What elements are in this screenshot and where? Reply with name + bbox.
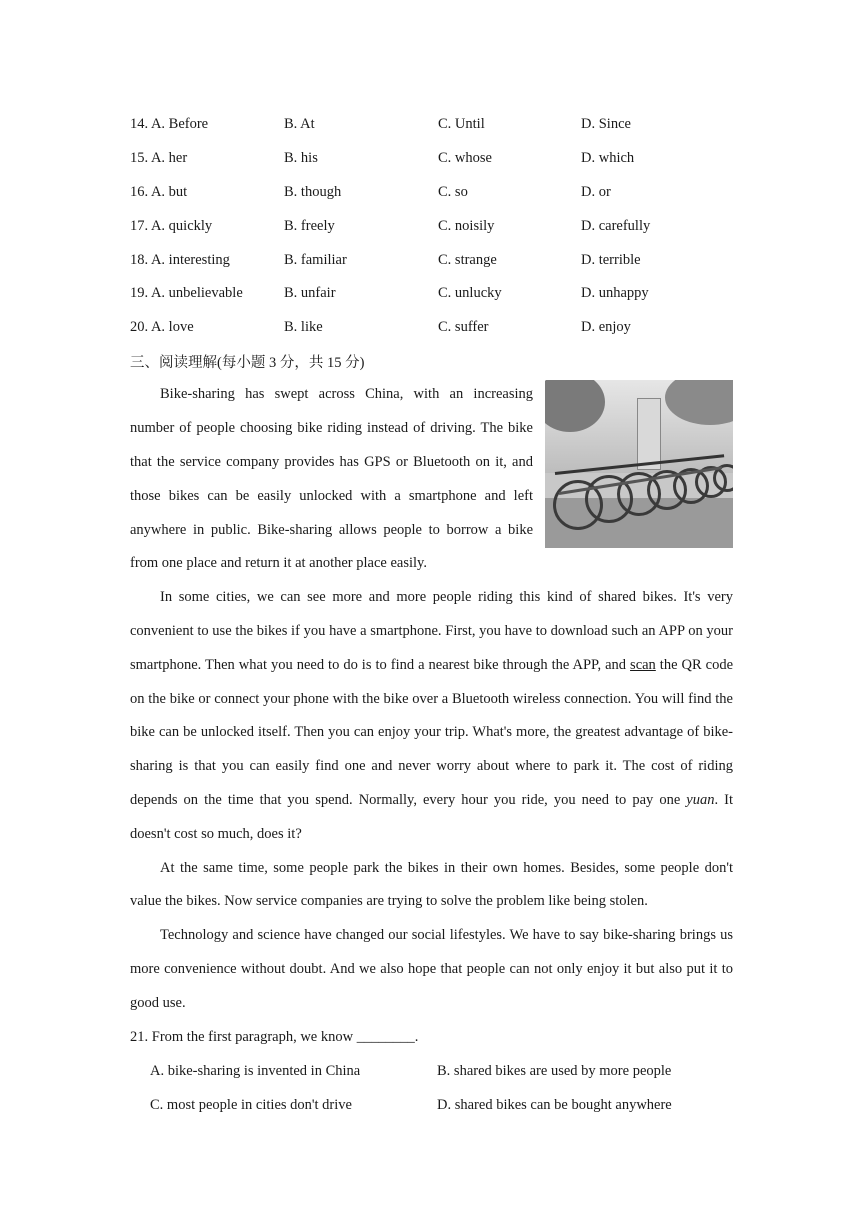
option-b: B. though — [284, 183, 342, 200]
option-b: B. At — [284, 116, 315, 133]
option-row-18 — [130, 243, 733, 277]
paragraph-3: At the same time, some people park the bikes in their own homes. Besides, some people don't value the bikes. Now service companies are trying to solve the problem like being stolen. — [130, 859, 733, 910]
paragraph-4: Technology and science have changed our social lifestyles. We have to say bike-sharing brings us more convenience without doubt. And we also hope that people can not only enjoy it but also put it to good use. — [130, 927, 733, 1011]
question-21-stem: 21. From the first paragraph, we know ________. — [130, 1028, 419, 1045]
worksheet-page — [130, 108, 733, 1122]
underlined-word-scan: scan — [630, 656, 656, 673]
option-b: B. like — [284, 319, 323, 336]
cloze-options — [130, 108, 733, 345]
option-d: D. Since — [581, 116, 631, 133]
option-d: D. which — [581, 150, 635, 167]
option-d: D. terrible — [581, 251, 641, 268]
option-c: C. noisily — [438, 217, 495, 234]
paragraph-2: In some cities, we can see more and more people riding this kind of shared bikes. It's very convenient to use the bikes if you have a smartphone. First, you have to download such an APP on your smartphone. Then what you need to do is to find a nearest bike through the APP, and scan the QR code on the bike or connect your phone with the bike over a Bluetooth wireless connection. You will find the bike can be unlocked itself. Then you can enjoy your trip. What's more, the greatest advantage of bike-sharing is that you can easily find one and never worry about where to park it. The cost of riding depends on the time that you spend. Normally, every hour you ride, you need to pay one yuan. It doesn't cost so much, does it? — [130, 589, 734, 842]
option-a: 15. A. her — [130, 150, 188, 167]
answer-d: D. shared bikes can be bought anywhere — [437, 1096, 672, 1113]
section-title: 三、阅读理解(每小题 3 分，共 15 分) — [130, 354, 365, 371]
option-a: 18. A. interesting — [130, 251, 230, 268]
option-row-16 — [130, 176, 733, 210]
answer-a: A. bike-sharing is invented in China — [150, 1062, 361, 1079]
option-b: B. unfair — [284, 285, 336, 302]
paragraph-1: Bike-sharing has swept across China, with an increasing number of people choosing bike riding instead of driving. The bike that the service company provides has GPS or Bluetooth on it, and those bikes can be easily unlocked with a smartphone and left anywhere in public. Bike-sharing allows people to borrow a bike from one place and return it at another place easily. — [130, 386, 533, 572]
answer-b: B. shared bikes are used by more people — [437, 1062, 672, 1079]
option-a: 17. A. quickly — [130, 217, 213, 234]
answer-row-2 — [130, 1088, 733, 1122]
option-row-17 — [130, 209, 733, 243]
option-row-14 — [130, 108, 733, 142]
option-c: C. strange — [438, 251, 497, 268]
option-a: 19. A. unbelievable — [130, 285, 243, 302]
option-a: 14. A. Before — [130, 116, 209, 133]
option-row-15 — [130, 142, 733, 176]
option-d: D. enjoy — [581, 319, 631, 336]
option-c: C. so — [438, 183, 468, 200]
option-b: B. freely — [284, 217, 335, 234]
option-d: D. unhappy — [581, 285, 649, 302]
option-c: C. Until — [438, 116, 485, 133]
option-row-20 — [130, 311, 733, 345]
italic-word-yuan: yuan — [686, 791, 715, 808]
shared-bikes-photo — [545, 380, 733, 548]
answer-c: C. most people in cities don't drive — [150, 1096, 352, 1113]
answer-row-1 — [130, 1054, 733, 1088]
option-a: 20. A. love — [130, 319, 194, 336]
option-b: B. familiar — [284, 251, 347, 268]
option-b: B. his — [284, 150, 318, 167]
option-d: D. carefully — [581, 217, 651, 234]
reading-passage-intro — [130, 378, 733, 581]
option-d: D. or — [581, 183, 611, 200]
option-a: 16. A. but — [130, 183, 188, 200]
option-row-19 — [130, 277, 733, 311]
option-c: C. whose — [438, 150, 492, 167]
option-c: C. unlucky — [438, 285, 502, 302]
option-c: C. suffer — [438, 319, 489, 336]
